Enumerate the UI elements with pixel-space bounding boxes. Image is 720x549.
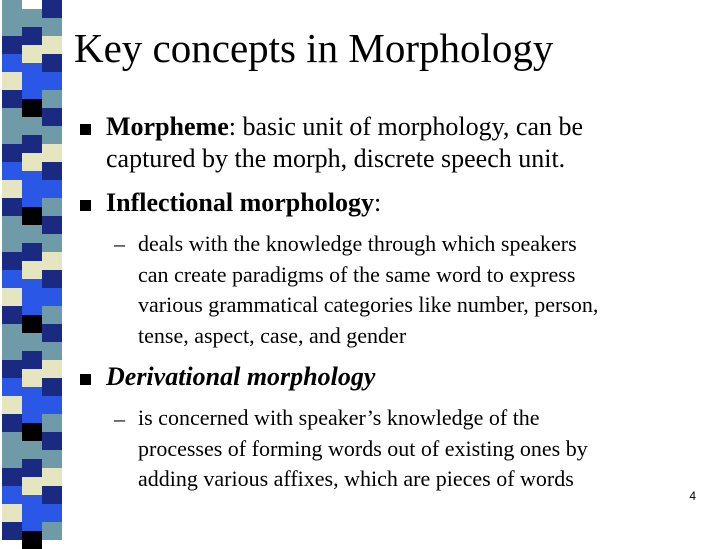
inflectional-desc-line-3: various grammatical categories like number, person, xyxy=(138,292,599,317)
stripe-block xyxy=(42,378,62,396)
stripe-block xyxy=(2,504,22,522)
stripe-block xyxy=(2,36,22,54)
stripe-block xyxy=(2,144,22,162)
stripe-block xyxy=(2,216,22,234)
stripe-block xyxy=(22,297,42,315)
stripe-block xyxy=(22,531,42,549)
stripe-block xyxy=(2,468,22,486)
inflectional-desc-line-1: deals with the knowledge through which speakers xyxy=(138,231,577,256)
stripe-block xyxy=(42,108,62,126)
stripe-block xyxy=(22,387,42,405)
stripe-block xyxy=(22,189,42,207)
derivational-desc-line-2: processes of forming words out of existing ones by xyxy=(138,435,588,461)
stripe-block xyxy=(42,450,62,468)
stripe-block xyxy=(2,126,22,144)
slide-title: Key concepts in Morphology xyxy=(74,25,554,71)
stripe-block xyxy=(2,90,22,108)
stripe-block xyxy=(22,459,42,477)
stripe-block xyxy=(42,90,62,108)
stripe-block xyxy=(2,432,22,450)
stripe-block xyxy=(22,45,42,63)
stripe-block xyxy=(42,162,62,180)
stripe-block xyxy=(42,252,62,270)
stripe-block xyxy=(42,486,62,504)
stripe-block xyxy=(2,252,22,270)
stripe-block xyxy=(22,441,42,459)
term-morpheme: Morpheme xyxy=(106,112,229,141)
stripe-block xyxy=(42,360,62,378)
stripe-block xyxy=(22,279,42,297)
stripe-block xyxy=(2,198,22,216)
stripe-block xyxy=(2,396,22,414)
stripe-block xyxy=(42,180,62,198)
stripe-block xyxy=(42,126,62,144)
stripe-block xyxy=(2,360,22,378)
stripe-block xyxy=(22,9,42,27)
stripe-block xyxy=(2,162,22,180)
term-derivational-morphology: Derivational morphology xyxy=(106,362,376,391)
stripe-block xyxy=(42,414,62,432)
stripe-block xyxy=(22,351,42,369)
stripe-block xyxy=(42,18,62,36)
stripe-block xyxy=(42,396,62,414)
stripe-block xyxy=(42,144,62,162)
stripe-block xyxy=(42,432,62,450)
stripe-block xyxy=(42,468,62,486)
stripe-block xyxy=(2,414,22,432)
stripe-block xyxy=(22,117,42,135)
stripe-block xyxy=(42,36,62,54)
page-number: 4 xyxy=(689,489,696,503)
stripe-block xyxy=(22,153,42,171)
decorative-stripe xyxy=(0,0,64,540)
stripe-block xyxy=(22,315,42,333)
stripe-block xyxy=(2,450,22,468)
bullet-square-icon xyxy=(80,374,91,385)
inflectional-colon: : xyxy=(373,188,382,217)
term-inflectional-morphology: Inflectional morphology xyxy=(106,188,374,217)
stripe-block xyxy=(22,369,42,387)
stripe-block xyxy=(2,0,22,18)
stripe-block xyxy=(42,72,62,90)
stripe-block xyxy=(42,216,62,234)
bullet-morpheme-line-2: captured by the morph, discrete speech unit. xyxy=(106,144,566,173)
inflectional-desc-line-4: tense, aspect, case, and gender xyxy=(138,322,407,348)
stripe-block xyxy=(22,63,42,81)
stripe-block xyxy=(22,495,42,513)
stripe-block xyxy=(42,288,62,306)
inflectional-desc-line-2: can create paradigms of the same word to express xyxy=(138,261,576,287)
stripe-block xyxy=(22,513,42,531)
stripe-block xyxy=(22,225,42,243)
morpheme-definition-part-1: : basic unit of morphology, can be xyxy=(228,112,584,141)
stripe-block xyxy=(42,270,62,288)
stripe-block xyxy=(2,18,22,36)
stripe-block xyxy=(22,99,42,117)
stripe-block xyxy=(2,234,22,252)
stripe-block xyxy=(22,333,42,351)
stripe-block xyxy=(2,288,22,306)
stripe-block xyxy=(22,27,42,45)
stripe-block xyxy=(2,486,22,504)
stripe-block xyxy=(42,198,62,216)
stripe-block xyxy=(22,423,42,441)
stripe-block xyxy=(42,0,62,18)
stripe-block xyxy=(2,306,22,324)
bullet-inflectional xyxy=(106,187,381,218)
stripe-block xyxy=(22,207,42,225)
stripe-block xyxy=(42,504,62,522)
stripe-block xyxy=(2,342,22,360)
stripe-block xyxy=(22,405,42,423)
stripe-block xyxy=(42,324,62,342)
bullet-square-icon xyxy=(80,124,91,135)
stripe-block xyxy=(42,522,62,540)
stripe-block xyxy=(2,270,22,288)
stripe-block xyxy=(22,171,42,189)
stripe-block xyxy=(22,261,42,279)
stripe-block xyxy=(2,324,22,342)
stripe-block xyxy=(2,54,22,72)
stripe-block xyxy=(22,243,42,261)
derivational-desc-line-1: is concerned with speaker’s knowledge of the xyxy=(138,405,540,430)
stripe-block xyxy=(22,135,42,153)
bullet-morpheme-line-1 xyxy=(106,111,583,142)
stripe-block xyxy=(2,72,22,90)
bullet-derivational xyxy=(106,361,375,392)
stripe-block xyxy=(2,378,22,396)
stripe-block xyxy=(42,54,62,72)
stripe-block xyxy=(42,306,62,324)
sub-bullet-dash-icon: – xyxy=(114,231,125,256)
stripe-block xyxy=(2,522,22,540)
derivational-desc-line-3: adding various affixes, which are pieces of words xyxy=(138,466,574,491)
stripe-block xyxy=(42,234,62,252)
stripe-block xyxy=(2,180,22,198)
stripe-block xyxy=(22,477,42,495)
sub-bullet-dash-icon: – xyxy=(114,406,125,431)
stripe-block xyxy=(22,81,42,99)
stripe-block xyxy=(2,108,22,126)
stripe-block xyxy=(42,342,62,360)
bullet-square-icon xyxy=(80,200,91,211)
